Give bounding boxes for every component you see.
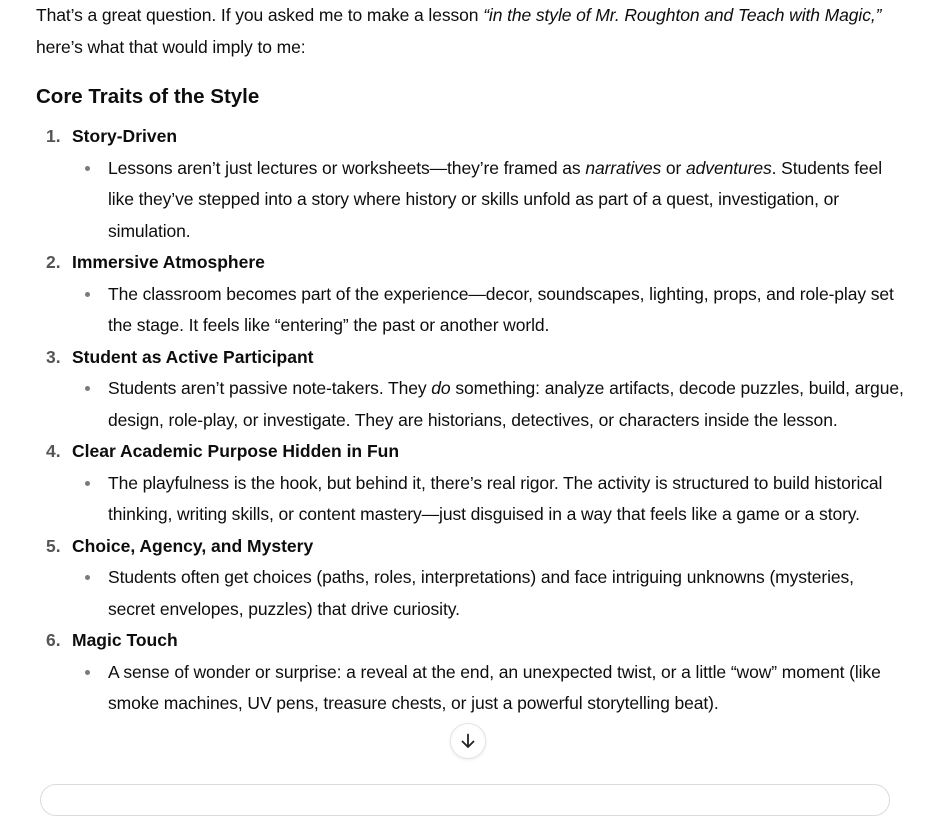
- bullet-icon: [85, 481, 90, 486]
- trait-details: [72, 373, 904, 436]
- intro-italic: “in the style of Mr. Roughton and Teach with Magic,”: [483, 5, 882, 25]
- trait-item: [36, 625, 904, 720]
- detail-text: A sense of wonder or surprise: a reveal at the end, an unexpected twist, or a little “wow” moment (like smoke machines, UV pens, treasure chests, or just a powerful storytelling beat).: [108, 661, 881, 713]
- bullet-icon: [85, 575, 90, 580]
- trait-number: 1.: [46, 126, 61, 146]
- detail-text: Lessons aren’t just lectures or worksheets—they’re framed as: [108, 157, 586, 178]
- trait-detail: [72, 562, 904, 625]
- trait-item: [36, 342, 904, 437]
- trait-detail: [72, 373, 904, 436]
- trait-item: [36, 121, 904, 247]
- detail-emphasis: do: [431, 378, 451, 398]
- trait-detail: [72, 657, 904, 720]
- trait-details: [72, 562, 904, 625]
- trait-title: Clear Academic Purpose Hidden in Fun: [72, 441, 400, 461]
- traits-list: [36, 121, 904, 720]
- detail-emphasis: adventures: [686, 157, 772, 178]
- intro-text-2: here’s what that would imply to me:: [36, 36, 306, 57]
- trait-item: [36, 531, 904, 626]
- trait-number: 6.: [46, 630, 61, 650]
- trait-number: 4.: [46, 441, 61, 461]
- trait-details: [72, 657, 904, 720]
- detail-text: . Students feel like they’ve stepped into a story where history or skills unfold as part of a quest, investigation, or simulation.: [108, 157, 883, 241]
- trait-details: [72, 279, 904, 342]
- message-composer[interactable]: [40, 784, 890, 816]
- trait-detail: [72, 153, 904, 248]
- trait-title: Choice, Agency, and Mystery: [72, 535, 314, 556]
- detail-text: something: analyze artifacts, decode puzzles, build, argue, design, role-play, or investigate. They are historians, detectives, or characters inside the lesson.: [108, 378, 904, 430]
- trait-number: 3.: [46, 346, 61, 367]
- detail-emphasis: narratives: [585, 157, 662, 178]
- trait-number: 5.: [46, 535, 61, 556]
- arrow-down-icon: [459, 732, 477, 750]
- trait-item: [36, 436, 904, 531]
- bullet-icon: [85, 386, 90, 391]
- trait-detail: [72, 468, 904, 531]
- intro-text-1: That’s a great question. If you asked me to make a lesson: [36, 5, 484, 25]
- assistant-message: [36, 0, 904, 720]
- detail-text: or: [661, 157, 687, 178]
- detail-text: Students aren’t passive note-takers. They: [108, 378, 432, 398]
- trait-details: [72, 153, 904, 248]
- trait-title: Magic Touch: [72, 630, 178, 650]
- trait-title: Story-Driven: [72, 126, 178, 146]
- bullet-icon: [85, 166, 90, 171]
- trait-detail: [72, 279, 904, 342]
- detail-text: The classroom becomes part of the experience—decor, soundscapes, lighting, props, and role-play set the stage. It feels like “entering” the past or another world.: [108, 283, 894, 335]
- bullet-icon: [85, 670, 90, 675]
- scroll-to-bottom-button[interactable]: [450, 723, 486, 759]
- detail-text: The playfulness is the hook, but behind it, there’s real rigor. The activity is structured to build historical thinking, writing skills, or content mastery—just disguised in a way that feels like a game or a story.: [108, 472, 883, 524]
- trait-details: [72, 468, 904, 531]
- trait-number: 2.: [46, 252, 61, 272]
- trait-title: Immersive Atmosphere: [72, 252, 265, 272]
- detail-text: Students often get choices (paths, roles, interpretations) and face intriguing unknowns (mysteries, secret envelopes, puzzles) that drive curiosity.: [108, 567, 854, 619]
- bullet-icon: [85, 292, 90, 297]
- section-heading: Core Traits of the Style: [36, 85, 260, 108]
- intro-paragraph: [36, 0, 904, 63]
- trait-title: Student as Active Participant: [72, 346, 314, 367]
- trait-item: [36, 247, 904, 342]
